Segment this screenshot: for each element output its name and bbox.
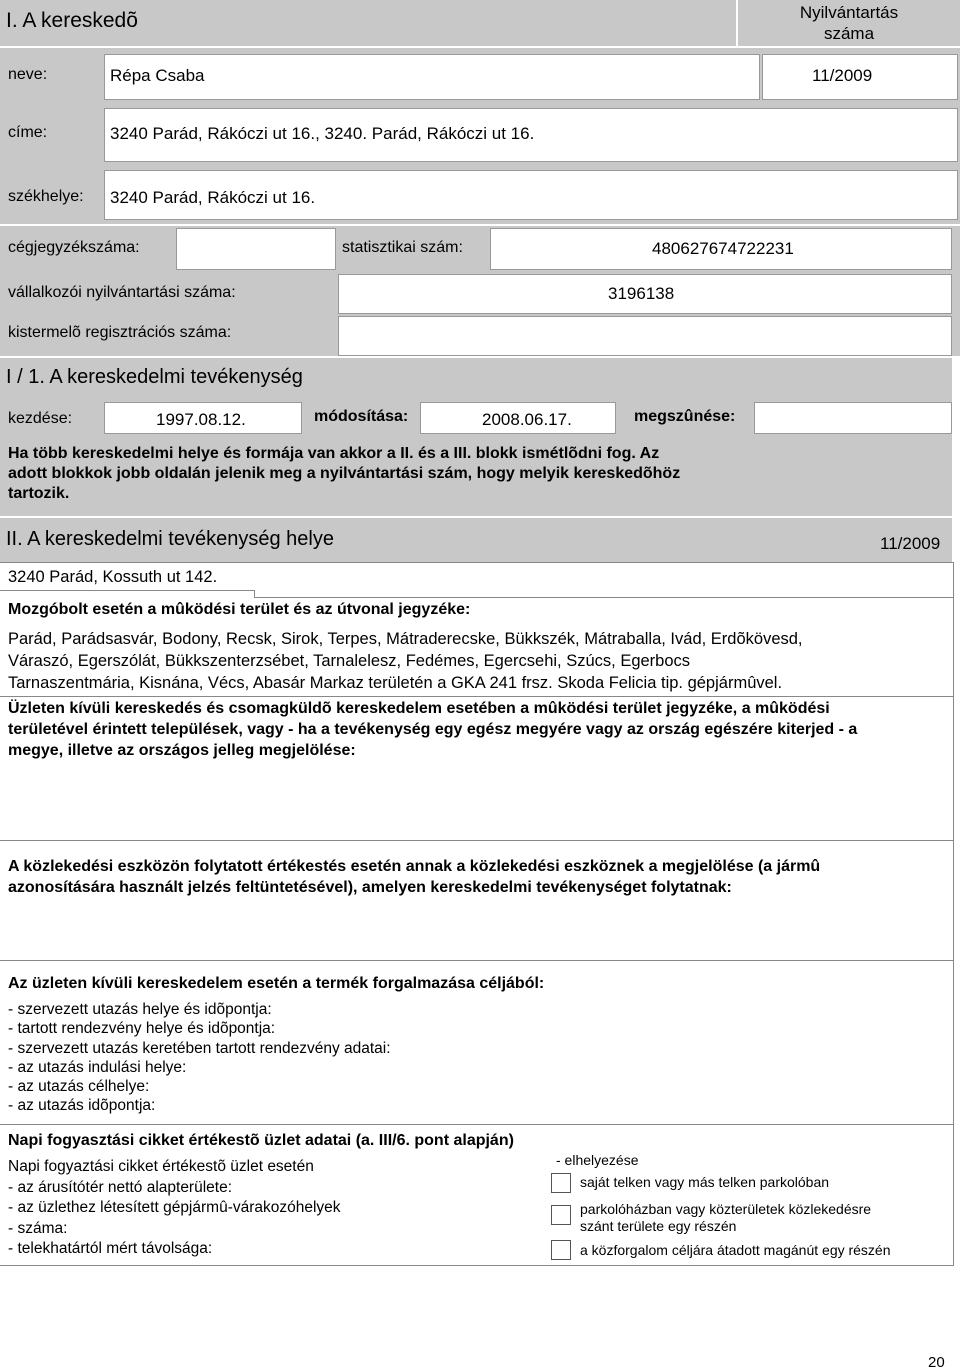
outside-trade-line: területével érintett települések, vagy - ha a tevékenység egy egész megyére vagy az ország egészére kiterjed - a — [8, 721, 858, 738]
divider — [0, 1265, 954, 1266]
mobile-route-line: Tarnaszentmária, Kisnána, Vécs, Abasár Markaz területén a GKA 241 frsz. Skoda Felicia tip. gépjármûvel. — [8, 674, 783, 692]
note-line: Ha több kereskedelmi helye és formája van akkor a II. és a III. blokk ismétlõdni fog. Az — [8, 445, 660, 462]
daily-list — [8, 1157, 341, 1260]
mod-value: 2008.06.17. — [482, 410, 572, 429]
location-label: - elhelyezése — [556, 1152, 639, 1168]
place-title: II. A kereskedelmi tevékenység helye — [6, 528, 334, 550]
outside-sale-item: - tartott rendezvény helye és idõpontja: — [8, 1020, 276, 1038]
option-label-line: parkolóházban vagy közterületek közlekedésre — [580, 1201, 872, 1217]
parking-garage-checkbox[interactable] — [551, 1205, 571, 1225]
entrepreneur-label: vállalkozói nyilvántartási száma: — [8, 284, 236, 301]
address-label: címe: — [8, 124, 48, 141]
mod-label: módosítása: — [314, 408, 409, 425]
name-label: neve: — [8, 66, 48, 83]
smallholder-label: kistermelõ regisztrációs száma: — [8, 324, 232, 341]
divider — [254, 597, 954, 598]
note-text — [8, 444, 680, 504]
company-reg-field — [176, 228, 336, 270]
divider — [0, 840, 954, 841]
reg-number-header — [738, 0, 960, 46]
seat-value: 3240 Parád, Rákóczi ut 16. — [110, 188, 316, 207]
note-line: tartozik. — [8, 485, 70, 502]
address-value: 3240 Parád, Rákóczi ut 16., 3240. Parád, Rákóczi ut 16. — [110, 124, 535, 143]
mobile-title: Mozgóbolt esetén a mûködési terület és az útvonal jegyzéke: — [8, 601, 471, 618]
company-reg-label: cégjegyzékszáma: — [8, 239, 140, 256]
activity-title: I / 1. A kereskedelmi tevékenység — [6, 366, 303, 388]
mobile-route-line: Váraszó, Egerszólát, Bükkszenterzsébet, Tarnalelesz, Fedémes, Egercsehi, Szúcs, Egerbocs — [8, 652, 691, 670]
vehicle-line: A közlekedési eszközön folytatott értékestés esetén annak a közlekedési eszköznek a megjelölése (a jármû — [8, 858, 821, 875]
outside-sale-item: - szervezett utazás helye és idõpontja: — [8, 1001, 272, 1018]
seat-label: székhelye: — [8, 188, 84, 205]
outside-sale-item: - az utazás indulási helye: — [8, 1058, 187, 1076]
vehicle-text — [8, 856, 820, 898]
outside-sale-item: - az utazás célhelye: — [8, 1078, 150, 1096]
own-plot-checkbox[interactable] — [551, 1173, 571, 1193]
page-number: 20 — [928, 1354, 945, 1371]
divider — [953, 598, 954, 1266]
divider — [0, 562, 954, 563]
reg-number-label-2: száma — [823, 24, 875, 43]
daily-item: - az árusítótér nettó alapterülete: — [8, 1178, 233, 1196]
daily-title: Napi fogyasztási cikket értékestõ üzlet adatai (a. III/6. pont alapján) — [8, 1132, 514, 1149]
reg-number-label-1: Nyilvántartás — [799, 3, 899, 22]
name-value: Répa Csaba — [110, 66, 205, 85]
daily-item: - az üzlethez létesített gépjármû-várakozóhelyek — [8, 1199, 341, 1216]
divider — [0, 1124, 954, 1125]
option-label: saját telken vagy más telken parkolóban — [580, 1174, 830, 1190]
place-reg-number: 11/2009 — [880, 534, 941, 553]
option-label — [580, 1201, 871, 1235]
mobile-route-line: Parád, Parádsasvár, Bodony, Recsk, Sirok, Terpes, Mátraderecske, Bükkszék, Mátraballa, Ivád, Erdõkövesd, — [8, 630, 803, 648]
outside-sale-list — [8, 1000, 391, 1116]
option-label: a közforgalom céljára átadott magánút egy részén — [580, 1242, 891, 1258]
outside-sale-title: Az üzleten kívüli kereskedelem esetén a termék forgalmazása céljából: — [8, 975, 545, 992]
outside-sale-item: - szervezett utazás keretében tartott rendezvény adatai: — [8, 1039, 391, 1057]
outside-sale-item: - az utazás idõpontja: — [8, 1097, 156, 1115]
smallholder-field — [338, 316, 952, 356]
start-label: kezdése: — [8, 410, 73, 427]
reg-number-value: 11/2009 — [812, 66, 873, 85]
end-field — [754, 402, 952, 434]
outside-trade-line: Üzleten kívüli kereskedés és csomagküldõ kereskedelem esetében a mûködési terület jegyzéke, a mûködési — [8, 700, 830, 717]
divider — [953, 562, 954, 598]
option-label-line: szánt területe egy részén — [580, 1218, 737, 1234]
divider — [0, 696, 954, 697]
mobile-route — [8, 628, 803, 694]
start-value: 1997.08.12. — [156, 410, 246, 429]
place-address: 3240 Parád, Kossuth ut 142. — [8, 568, 218, 586]
private-road-checkbox[interactable] — [551, 1240, 571, 1260]
vehicle-line: azonosítására használt jelzés feltüntetésével), amelyen kereskedelmi tevékenységet folytatnak: — [8, 879, 732, 896]
entrepreneur-value: 3196138 — [608, 284, 675, 303]
outside-trade-text — [8, 698, 857, 761]
divider — [0, 960, 954, 961]
outside-trade-line: megye, illetve az országos jelleg megjelölése: — [8, 742, 356, 759]
end-label: megszûnése: — [634, 408, 736, 425]
divider — [0, 590, 254, 591]
stat-label: statisztikai szám: — [342, 239, 463, 256]
daily-item: - száma: — [8, 1219, 68, 1237]
section-title: I. A kereskedõ — [6, 9, 138, 32]
stat-value: 480627674722231 — [652, 239, 794, 258]
daily-item: Napi fogyaztási cikket értékestõ üzlet esetén — [8, 1158, 314, 1175]
daily-item: - telekhatártól mért távolsága: — [8, 1240, 213, 1257]
note-line: adott blokkok jobb oldalán jelenik meg a nyilvántartási szám, hogy melyik kereskedõhöz — [8, 465, 681, 482]
